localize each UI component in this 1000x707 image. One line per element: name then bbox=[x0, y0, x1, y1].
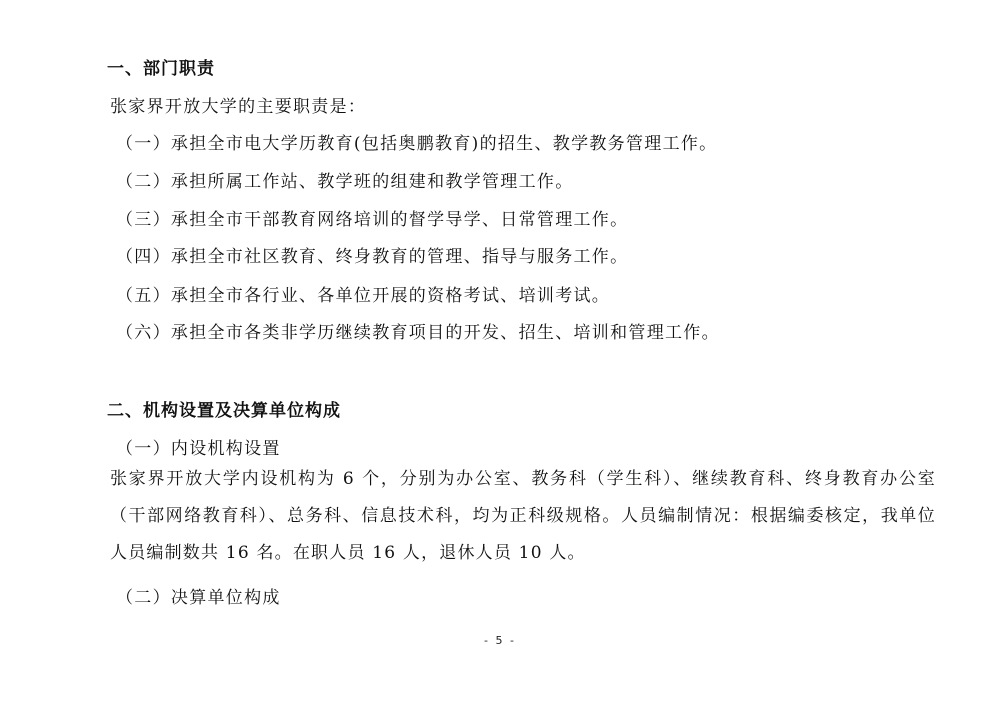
subsection-1-title: （一）内设机构设置 bbox=[116, 439, 281, 459]
section-1-intro: 张家界开放大学的主要职责是： bbox=[110, 97, 367, 117]
section-1-heading: 一、部门职责 bbox=[107, 59, 215, 79]
duty-item-3: （三）承担全市干部教育网络培训的督学导学、日常管理工作。 bbox=[116, 210, 629, 230]
subsection-2-title: （二）决算单位构成 bbox=[116, 588, 281, 608]
section-2-heading: 二、机构设置及决算单位构成 bbox=[107, 401, 341, 421]
duty-item-2: （二）承担所属工作站、教学班的组建和教学管理工作。 bbox=[116, 172, 574, 192]
duty-item-1: （一）承担全市电大学历教育(包括奥鹏教育)的招生、教学教务管理工作。 bbox=[116, 134, 718, 154]
duty-item-6: （六）承担全市各类非学历继续教育项目的开发、招生、培训和管理工作。 bbox=[116, 323, 720, 343]
duty-item-4: （四）承担全市社区教育、终身教育的管理、指导与服务工作。 bbox=[116, 247, 629, 267]
org-structure-paragraph: 张家界开放大学内设机构为 6 个，分别为办公室、教务科（学生科）、继续教育科、终身教育办公室（干部网络教育科）、总务科、信息技术科，均为正科级规格。人员编制情况：根据编委核定，我单位人员编制数共 16 名。在职人员 16 人，退休人员 10 人。 bbox=[110, 469, 936, 563]
duty-item-5: （五）承担全市各行业、各单位开展的资格考试、培训考试。 bbox=[116, 286, 611, 306]
page-number: - 5 - bbox=[484, 634, 516, 647]
